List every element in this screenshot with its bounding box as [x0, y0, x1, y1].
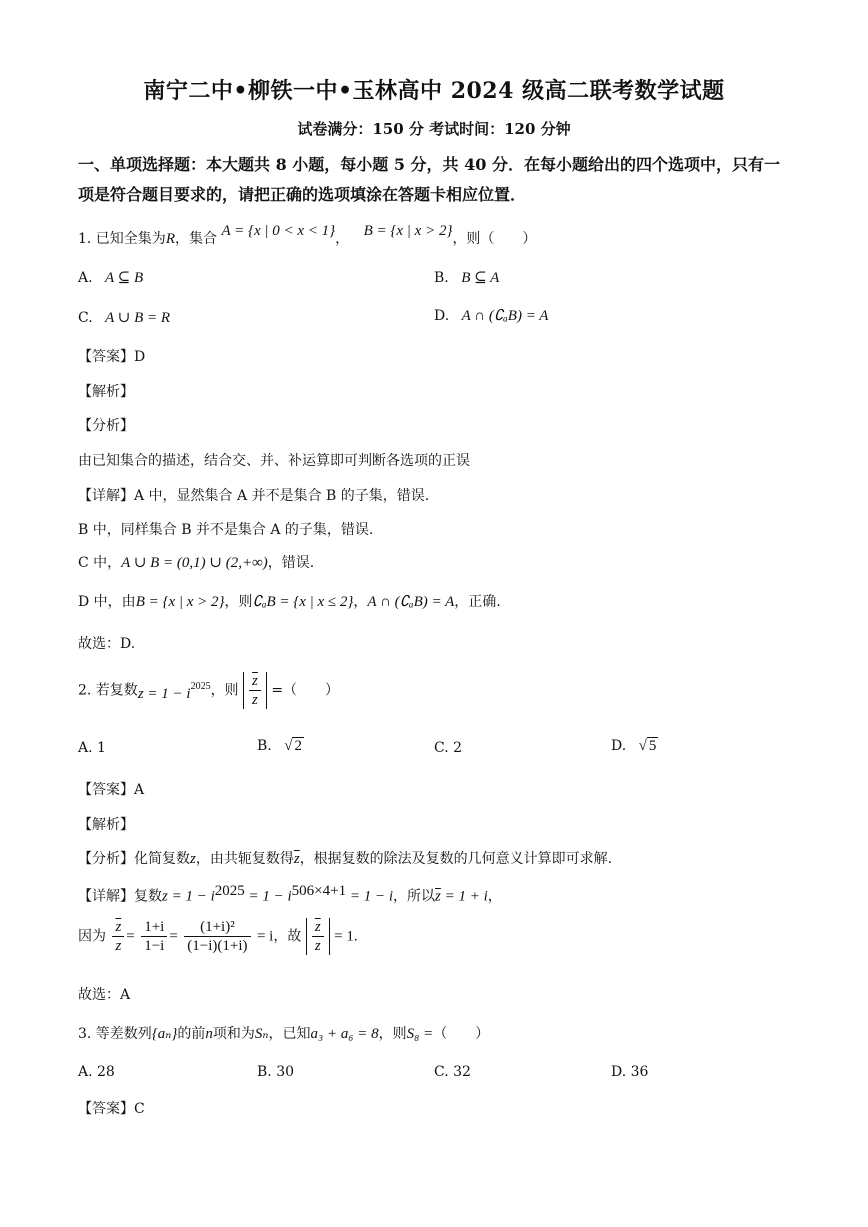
q2-option-a: A. 1 [78, 740, 106, 756]
q1-detail-4-c: ， [353, 594, 368, 610]
q1-detail-1 [78, 485, 429, 505]
q2-option-b [257, 738, 304, 755]
q2-detail-m1: z = 1 − i [162, 888, 215, 905]
q2-frac-2-den: (1−i)(1+i) [187, 938, 248, 954]
q3-b: 的前 [177, 1026, 206, 1042]
q3-s8: S₈ = [406, 1026, 434, 1042]
q3-f: （ ） [433, 1026, 490, 1042]
q2-option-d-sqrt: √ 5 [638, 738, 657, 754]
q2-suffix: =（ ） [271, 682, 340, 699]
q2-frac-3 [312, 918, 324, 955]
q2-eq-1: = 1. [334, 928, 358, 945]
q2-stem-math: z = 1 − i [137, 685, 191, 702]
q1-detail-4 [78, 591, 501, 611]
q2-detail-m4: = 1 + i [440, 888, 488, 905]
q3-n: n [205, 1026, 213, 1042]
q1-fenxi-tag: 【分析】 [78, 418, 134, 434]
q2-stem-exp: 2025 [190, 680, 211, 692]
q1-detail-3 [78, 552, 314, 572]
q1-detail-1-text: A 中，显然集合 A 并不是集合 B 的子集，错误. [134, 488, 430, 504]
q2-frac-zbar-num: $\overline{z}$ [112, 918, 124, 937]
q1-option-b-label: B. [434, 270, 449, 286]
q1-prefix: 1. 已知全集为 [78, 231, 166, 247]
q3-sn: Sₙ [254, 1026, 269, 1042]
q3-a: 3. 等差数列 [78, 1026, 152, 1042]
q2-eq-i: = i [256, 928, 274, 945]
q2-detail-m3: = 1 − i [346, 888, 394, 905]
q1-detail-3-b: ，错误. [267, 555, 315, 571]
q2-frac-zbar-z [112, 918, 124, 955]
q2-fenxi-b: ，由共轭复数得 [195, 851, 294, 867]
q2-modulus-2 [306, 918, 330, 955]
q2-because: 因为 [78, 928, 106, 945]
question-3-stem [78, 1023, 489, 1043]
q2-fenxi-c: ，根据复数的除法及复数的几何意义计算即可求解. [299, 851, 613, 867]
q1-detail-4-m3: A ∩ (∁ₐB) = A [367, 594, 455, 610]
q1-choose: 故选：D. [78, 636, 136, 652]
q2-fenxi-z: z [190, 851, 196, 867]
q1-option-c-text: A ∪ B = R [105, 310, 171, 326]
q3-option-d: D. 36 [611, 1064, 649, 1080]
q2-option-b-sqrt: √ 2 [284, 738, 302, 754]
q1-mid: ，集合 [174, 231, 217, 247]
q1-detail-4-m1: B = {x | x > 2} [135, 594, 225, 610]
page-title: 南宁二中•柳铁一中•玉林高中 2024 级高二联考数学试题 [143, 78, 725, 104]
question-1-stem [78, 223, 537, 248]
q2-option-d [611, 738, 658, 755]
q1-detail-4-d: ，正确. [454, 594, 501, 610]
q3-option-c: C. 32 [434, 1064, 471, 1080]
q2-option-c: C. 2 [434, 740, 463, 756]
q2-detail-1 [78, 883, 502, 906]
q2-fraction [249, 672, 261, 709]
q2-prefix: 2. 若复数 [78, 682, 138, 699]
q1-detail-4-b: ，则 [224, 594, 253, 610]
q3-cond: a₃ + a₆ = 8 [310, 1026, 379, 1042]
q2-frac-1-num: 1+i [141, 918, 167, 937]
q3-d: ，已知 [268, 1026, 311, 1042]
q2-detail-zbar: $\overline{z}$ [435, 888, 441, 905]
q2-frac-2 [184, 918, 250, 955]
q1-detail-2: B 中，同样集合 B 并不是集合 A 的子集，错误. [78, 522, 374, 538]
q1-option-c-label: C. [78, 310, 93, 326]
section-heading: 一、单项选择题：本大题共 8 小题，每小题 5 分，共 40 分．在每小题给出的四个选项中，只有一项是符合题目要求的，请把正确的选项填涂在答题卡相应位置． [78, 155, 780, 204]
q2-fenxi-zbar: $\overline{z}$ [293, 851, 300, 867]
q2-detail-e1: 2025 [214, 883, 245, 899]
q1-option-d [434, 306, 548, 325]
q2-detail-e2: 506×4+1 [291, 883, 347, 899]
q3-e: ，则 [378, 1026, 407, 1042]
q3-c: 项和为 [212, 1026, 255, 1042]
exam-info: 试卷满分：150 分 考试时间：120 分钟 [297, 120, 571, 138]
q2-detail-c: ， [487, 888, 502, 905]
q1-detail-3-a: C 中， [78, 555, 122, 571]
q3-answer: 【答案】C [78, 1101, 145, 1117]
q3-option-a: A. 28 [78, 1064, 115, 1080]
q1-detail-4-m2: ∁ₐB = {x | x ≤ 2} [252, 594, 354, 610]
q1-sep: ， [335, 231, 350, 247]
q3-option-b: B. 30 [257, 1064, 295, 1080]
q1-option-b-text: B ⊆ A [461, 270, 500, 286]
q2-detail-a: 【详解】复数 [78, 888, 162, 905]
q1-suffix: ，则（ ） [452, 231, 537, 247]
q2-fraction-num: $\overline{z}$ [249, 672, 261, 691]
q2-option-b-radicand: 2 [294, 738, 302, 754]
q2-frac-zbar-den: z [115, 938, 122, 954]
q1-option-d-text: A ∩ (∁ₐB) = A [461, 308, 549, 324]
q1-option-a-label: A. [78, 270, 93, 286]
question-2-stem [78, 672, 339, 709]
q1-detail-tag: 【详解】 [78, 488, 134, 504]
q1-option-c [78, 308, 170, 327]
q1-analysis-tag: 【解析】 [78, 384, 134, 400]
q1-answer: 【答案】D [78, 349, 146, 365]
q1-option-a [78, 268, 143, 287]
q2-analysis-tag: 【解析】 [78, 817, 134, 833]
q2-detail-b: ，所以 [393, 888, 436, 905]
q2-gu: ，故 [273, 928, 302, 945]
q2-detail-m2: = 1 − i [244, 888, 292, 905]
q2-detail-2: 因为 $\frac{\overline{z}}{z}$ = $\frac{1+i}{1-i}$ = $\frac{\text{(1+i)²}}{(1-i)(1+i)}$ = i，故 $\frac{\overline{z}}{z}$ = 1. [78, 919, 358, 954]
q1-set-b: B = {x | x > 2} [363, 223, 453, 239]
q1-detail-4-a: D 中，由 [78, 594, 136, 610]
q2-option-d-label: D. [611, 738, 627, 754]
q2-choose: 故选：A [78, 987, 131, 1003]
q2-fenxi [78, 848, 612, 868]
q2-frac-3-den: z [314, 938, 321, 954]
q1-universal-set: R [165, 231, 175, 247]
q1-set-a: A = {x | 0 < x < 1} [221, 223, 336, 239]
q2-option-d-radicand: 5 [648, 738, 657, 754]
q2-fraction-den: z [252, 692, 258, 708]
q2-frac-1-den: 1−i [144, 938, 165, 954]
q2-frac-3-num: $\overline{z}$ [312, 918, 324, 937]
q2-answer: 【答案】A [78, 782, 145, 798]
q1-option-b [434, 268, 499, 287]
q2-option-b-label: B. [257, 738, 272, 754]
q2-fenxi-a: 【分析】化简复数 [78, 851, 190, 867]
q1-detail-3-math: A ∪ B = (0,1) ∪ (2,+∞) [121, 555, 268, 571]
q2-frac-2-num: (1+i)² [184, 918, 250, 937]
q1-fenxi-text: 由已知集合的描述，结合交、并、补运算即可判断各选项的正误 [78, 453, 470, 469]
q1-option-a-text: A ⊆ B [105, 270, 144, 286]
q3-seq: {aₙ} [151, 1026, 178, 1042]
q2-frac-1 [141, 918, 167, 955]
q2-stem-mid: ，则 [210, 682, 239, 699]
q1-option-d-label: D. [434, 308, 450, 324]
q2-modulus [243, 672, 267, 709]
